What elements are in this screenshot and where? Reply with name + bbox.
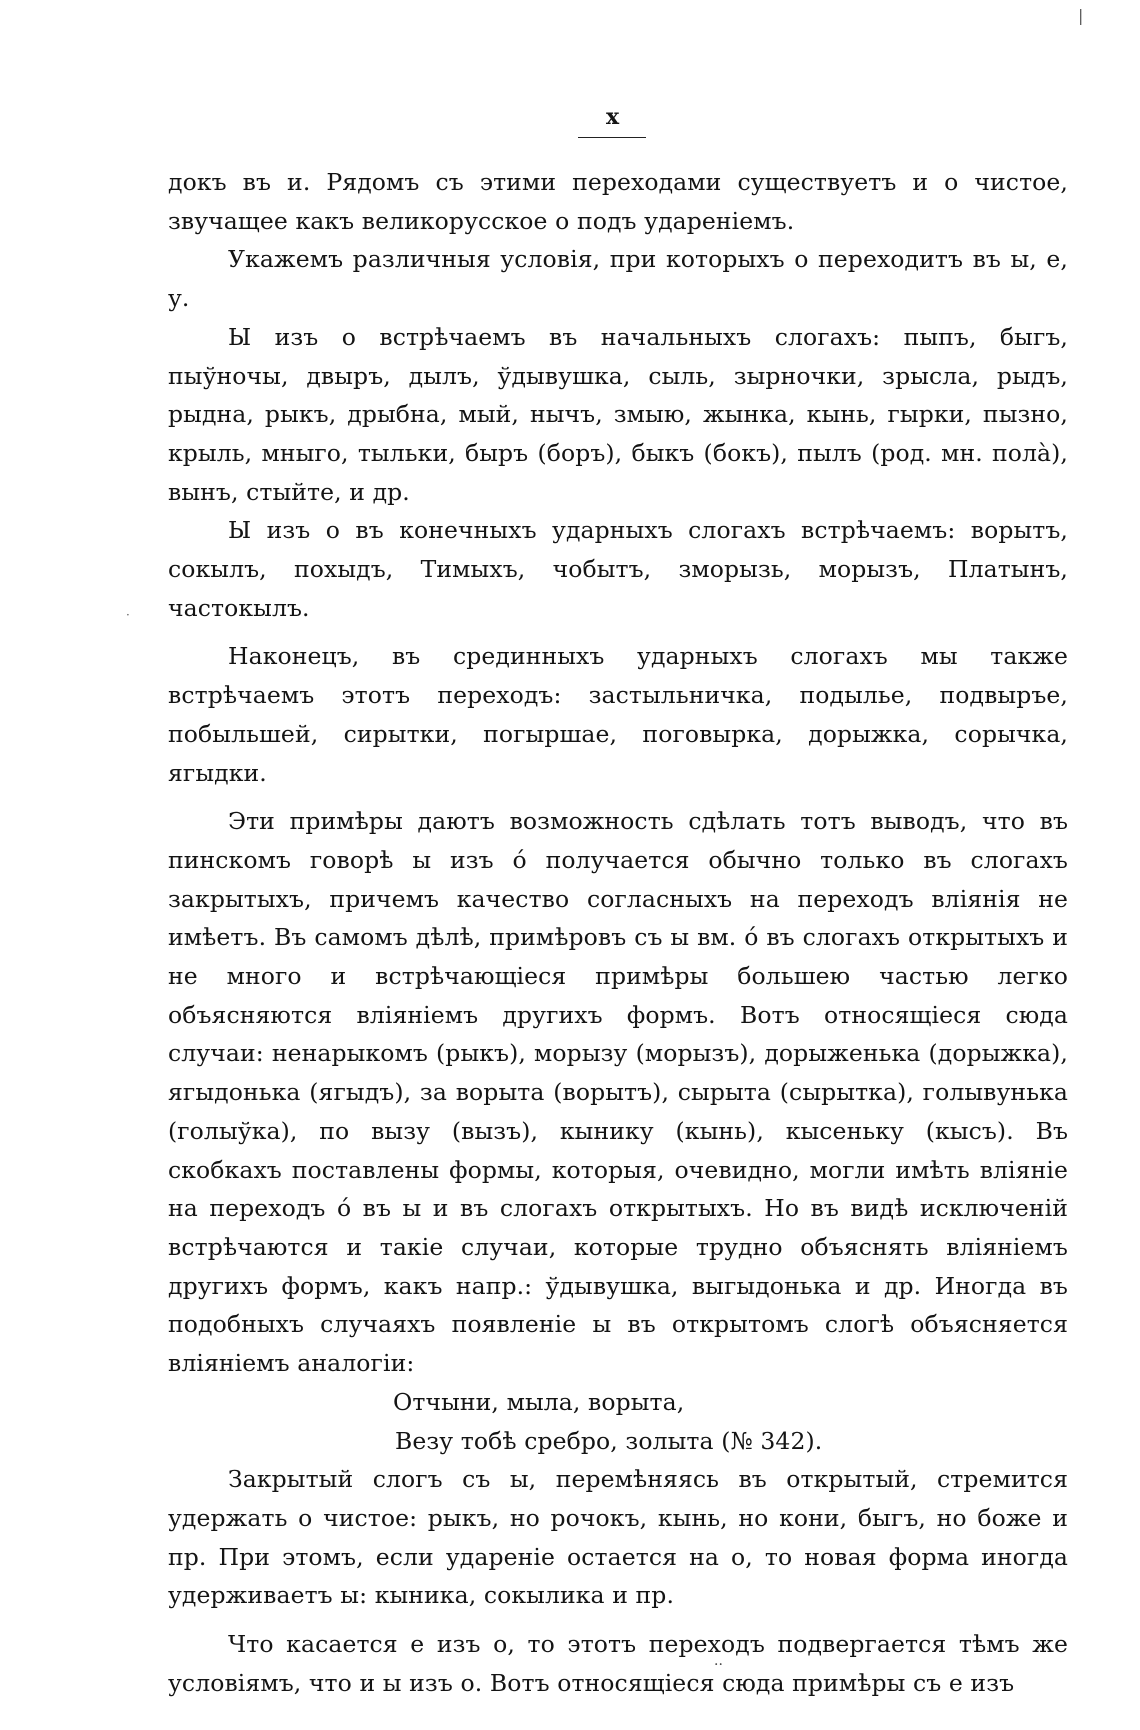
margin-speck: · [126,608,130,622]
verse-line-1: Отчыни, мыла, ворыта, [393,1387,685,1416]
verse-line-2: Везу тобѣ сребро, золыта (№ 342). [395,1426,823,1455]
paragraph-medial-syllables: Наконецъ, въ срединныхъ ударныхъ слогахъ мы также встрѣчаемъ этотъ переходъ: застыльничка, подылье, подвыръе, побыльшей, сирытки, погыршае, поговырка, дорыжка, сорычка, ягыдки. [168,642,1068,787]
paragraph-e-from-o: Что касается е изъ о, то этотъ переходъ подвергается тѣмъ же условіямъ, что и ы изъ о. Вотъ относящіеся сюда примѣры съ е изъ [168,1630,1068,1697]
paragraph-continuation: докъ въ и. Рядомъ съ этими переходами существуетъ и о чистое, звучащее какъ великорусское о подъ удареніемъ. [168,168,1068,235]
body-text [168,163,1068,1702]
paragraph-conditions: Укажемъ различныя условія, при которыхъ о переходитъ въ ы, е, у. [168,245,1068,313]
footer-mark: ·· [714,1657,723,1673]
paragraph-closed-syllable: Закрытый слогъ съ ы, перемѣняясь въ открытый, стремится удержать о чистое: рыкъ, но рочокъ, кынь, но кони, быгъ, но боже и пр. При этомъ, если удареніе остается на о, то новая форма иногда удерживаетъ ы: кыника, сокылика и пр. [168,1465,1068,1610]
page-number: x [605,104,620,130]
paragraph-final-syllables: Ы изъ о въ конечныхъ ударныхъ слогахъ встрѣчаемъ: ворытъ, сокылъ, похыдъ, Тимыхъ, чобытъ, зморызь, морызъ, Платынъ, частокылъ. [168,516,1068,622]
paragraph-conclusion: Эти примѣры даютъ возможность сдѣлать тотъ выводъ, что въ пинскомъ говорѣ ы изъ ó получается обычно только въ слогахъ закрытыхъ, причемъ качество согласныхъ на переходъ вліянія не имѣетъ. Въ самомъ дѣлѣ, примѣровъ съ ы вм. ó въ слогахъ открытыхъ и не много и встрѣчающіеся примѣры большею частью легко объясняются вліяніемъ другихъ формъ. Вотъ относящіеся сюда случаи: ненарыкомъ (рыкъ), морызу (морызъ), дорыженька (дорыжка), ягыдонька (ягыдъ), за ворыта (ворытъ), сырыта (сырытка), голывунька (голыўка), по вызу (вызъ), кынику (кынь), кысеньку (кысъ). Въ скобкахъ поставлены формы, которыя, очевидно, могли имѣть вліяніе на переходъ ó въ ы и въ слогахъ открытыхъ. Но въ видѣ исключеній встрѣчаются и такіе случаи, которые трудно объяснять вліяніемъ другихъ формъ, какъ напр.: ўдывушка, выгыдонька и др. Иногда въ подобныхъ случаяхъ появленіе ы въ открытомъ слогѣ объясняется вліяніемъ аналогіи: [168,807,1068,1378]
page-number-rule [578,137,646,138]
paragraph-initial-syllables: Ы изъ о встрѣчаемъ въ начальныхъ слогахъ: пыпъ, быгъ, пыўночы, двыръ, дылъ, ўдывушка, сыль, зырночки, зрысла, рыдъ, рыдна, рыкъ, дрыбна, мый, нычъ, змыю, жынка, кынь, гырки, пызно, крыль, мныго, тыльки, быръ (боръ), быкъ (бокъ), пылъ (род. мн. полà), вынъ, стыйте, и др. [168,322,1068,506]
corner-mark: | [1078,6,1084,25]
